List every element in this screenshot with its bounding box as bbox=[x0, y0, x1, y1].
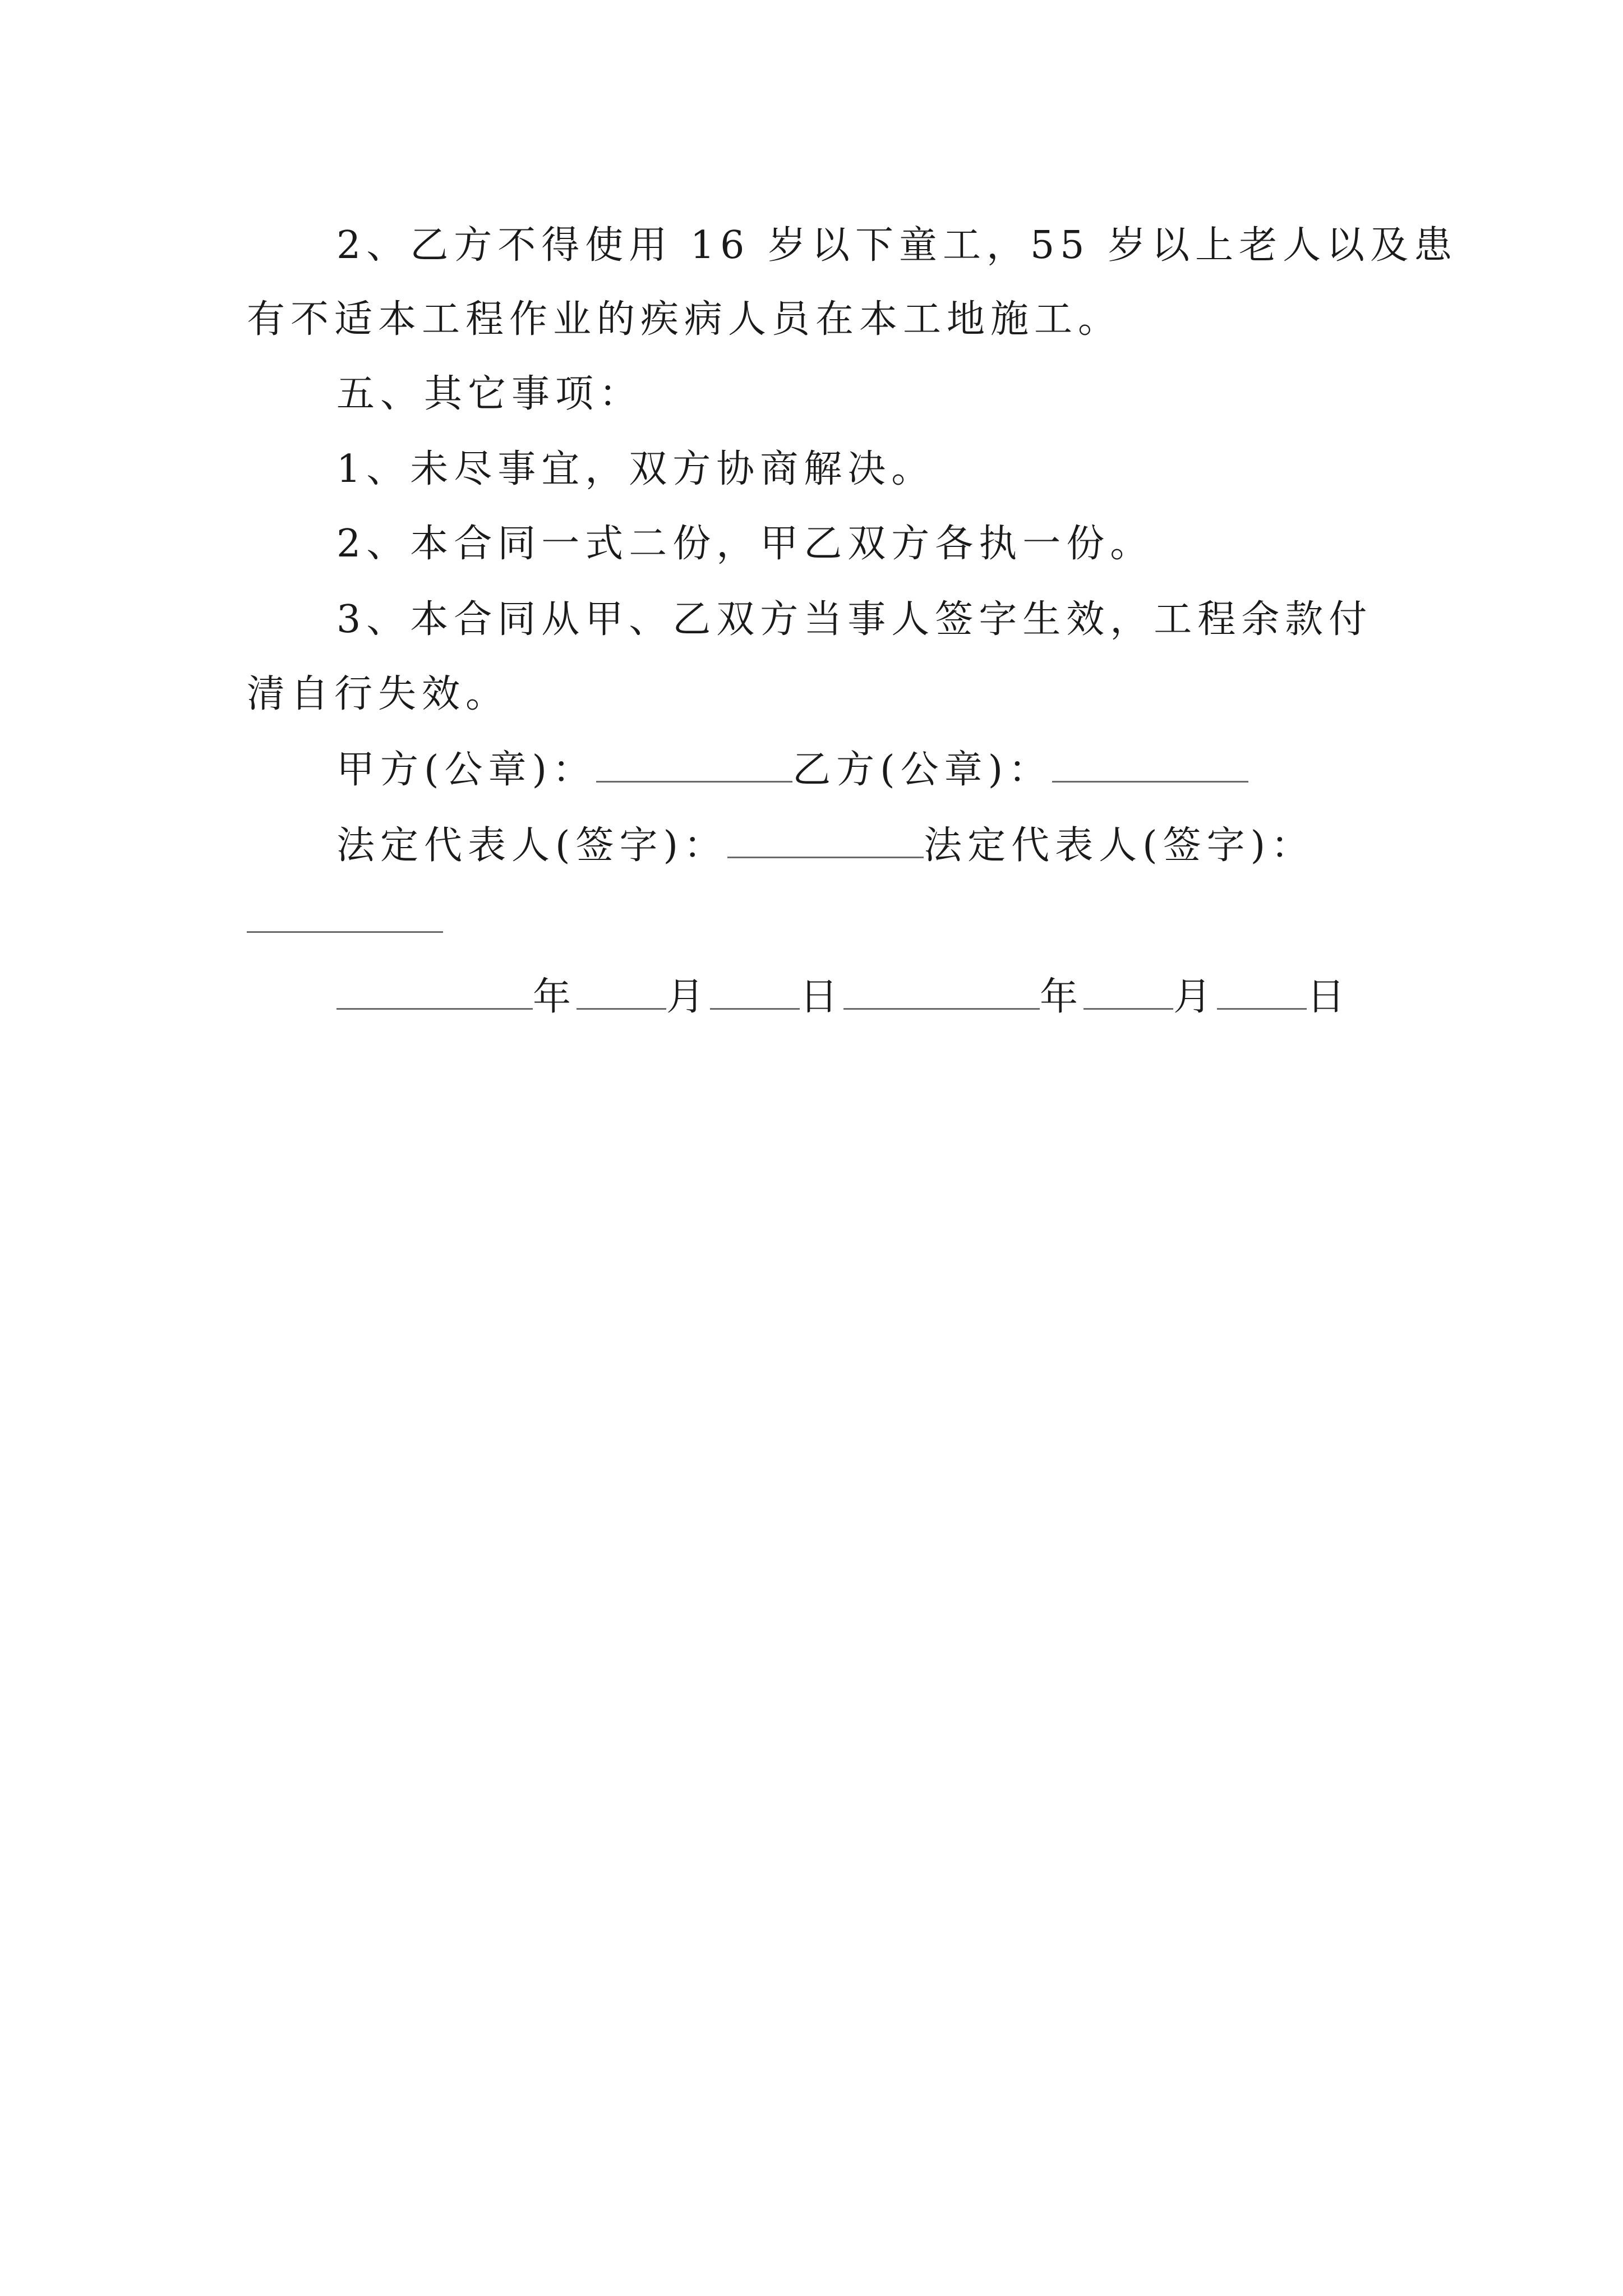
party-b-seal-blank bbox=[1052, 746, 1248, 783]
list-item: 1、未尽事宜，双方协商解决。 bbox=[336, 447, 935, 491]
party-b-rep-blank bbox=[247, 896, 443, 933]
month-label: 月 bbox=[666, 975, 711, 1019]
month-blank bbox=[577, 973, 666, 1010]
day-blank bbox=[1217, 973, 1307, 1010]
year-label: 年 bbox=[1040, 975, 1084, 1019]
party-a-rep-label: 法定代表人(签字)： bbox=[336, 823, 728, 868]
paragraph-line: 2、乙方不得使用 16 岁以下童工，55 岁以上老人以及患 bbox=[336, 223, 1458, 268]
representative-blank-line bbox=[247, 896, 1385, 943]
representative-line bbox=[336, 822, 1475, 868]
day-blank bbox=[710, 973, 800, 1010]
party-a-rep-blank bbox=[727, 822, 924, 858]
month-blank bbox=[1083, 973, 1173, 1010]
seal-line bbox=[336, 746, 1475, 793]
section-heading: 五、其它事项： bbox=[336, 372, 643, 416]
year-blank bbox=[843, 973, 1040, 1010]
list-item: 2、本合同一式二份，甲乙双方各执一份。 bbox=[336, 522, 1154, 566]
date-line bbox=[336, 973, 1475, 1020]
party-b-seal-label: 乙方(公章)： bbox=[792, 748, 1053, 792]
paragraph-line: 有不适本工程作业的疾病人员在本工地施工。 bbox=[247, 297, 1122, 342]
year-label: 年 bbox=[533, 975, 577, 1019]
paragraph-line: 清自行失效。 bbox=[247, 672, 510, 716]
year-blank bbox=[336, 973, 533, 1010]
day-label: 日 bbox=[1307, 975, 1351, 1019]
month-label: 月 bbox=[1173, 975, 1218, 1019]
party-a-seal-label: 甲方(公章)： bbox=[336, 748, 597, 792]
party-a-seal-blank bbox=[596, 746, 792, 783]
list-item: 3、本合同从甲、乙双方当事人签字生效，工程余款付 bbox=[336, 597, 1373, 642]
day-label: 日 bbox=[800, 975, 844, 1019]
party-b-rep-label: 法定代表人(签字)： bbox=[924, 823, 1315, 868]
